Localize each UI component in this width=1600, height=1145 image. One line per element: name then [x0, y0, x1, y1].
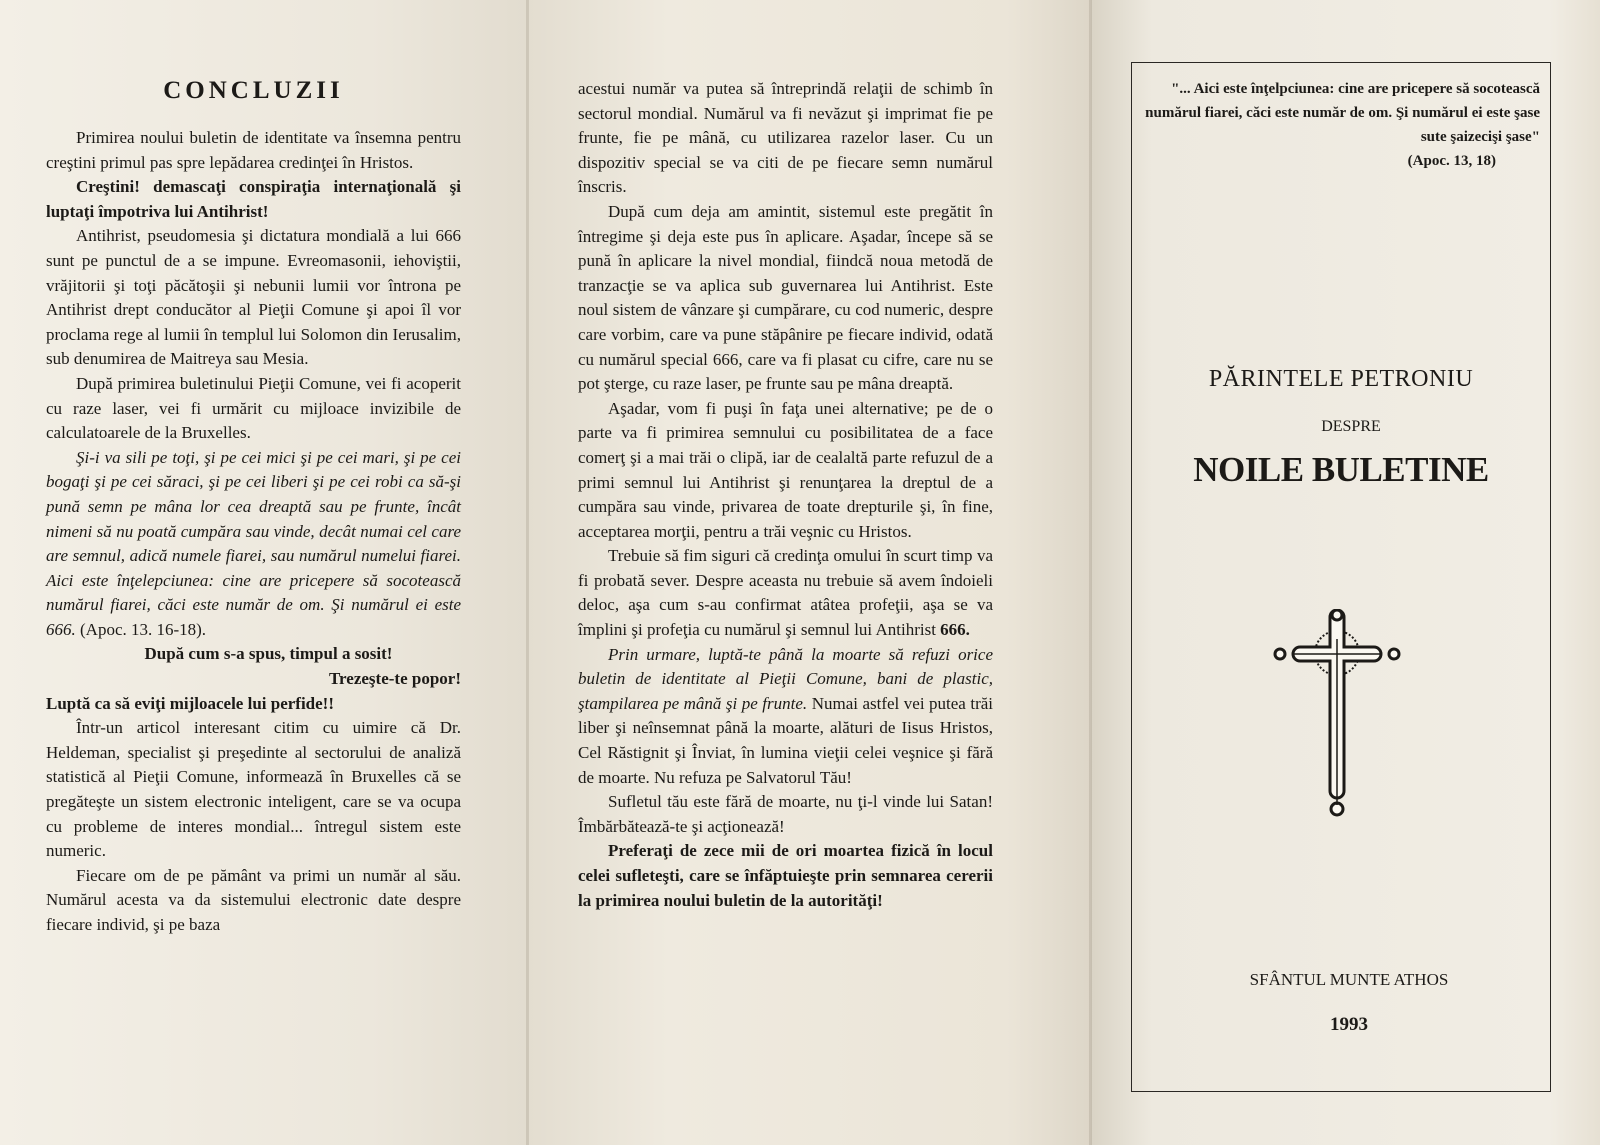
- exclamation: Trezeşte-te popor!: [328, 669, 461, 689]
- scripture-paragraph: [46, 446, 461, 643]
- scripture-ref: (Apoc. 13. 16-18).: [80, 619, 207, 639]
- cover-despre: DESPRE: [1321, 418, 1381, 435]
- cover-place: SFÂNTUL MUNTE ATHOS: [1249, 970, 1449, 989]
- paragraph: [578, 643, 993, 791]
- number-666: 666.: [940, 620, 970, 640]
- cover-title: NOILE BULETINE: [1193, 450, 1489, 489]
- scripture-quote: Şi-i va sili pe toţi, şi pe cei mici şi pe cei mari, şi pe cei bogaţi şi pe cei săraci, şi pe cei liberi şi pe cei robi ca să-şi pună semn pe mâna lor cea dreaptă sau pe frunte, încât nimeni să nu poată cumpăra sau vinde, decât numai cel care are semnul, adică numele fiarei, sau numărul numelui fiarei. Aici este înţelepciunea: cine are pricepere să socotească numărul fiarei, căci este număr de om. Şi numărul ei este 666.: [46, 447, 461, 639]
- quote-text: "... Aici este înţelpciunea: cine are pricepere să socotească numărul fiarei, căci este număr de om. Şi numărul ei este şase sute şaizecişi şase": [1145, 81, 1540, 145]
- conclusions-column: [46, 76, 461, 938]
- fold-line: [526, 0, 529, 1145]
- exclamation: Luptă ca să eviţi mijloacele lui perfide!!: [46, 693, 335, 713]
- exclamation: După cum s-a spus, timpul a sosit!: [144, 644, 393, 664]
- italic-exhortation: Prin urmare, luptă-te până la moarte să refuzi orice buletin de identitate al Pieţii Comune, bani de plastic, ştampilarea pe mână şi pe frunte.: [578, 644, 993, 713]
- paragraph-bold: Creştini! demascaţi conspiraţia internaţională şi luptaţi împotriva lui Antihrist!: [46, 177, 461, 221]
- paragraph: Primirea noului buletin de identitate va însemna pentru creştini primul pas spre lepădarea credinţei în Hristos.: [46, 128, 461, 172]
- paragraph: acestui număr va putea să întreprindă relaţii de schimb în sectorul mondial. Numărul va fi nevăzut şi imprimat fie pe frunte, fie pe mână, cu utilizarea razelor laser. Cu un dispozitiv special se va citi de pe fiecare semn numărul înscris.: [578, 79, 993, 197]
- paragraph-text: Numai astfel vei putea trăi liber şi neînsemnat până la moarte, alături de Iisus Hristos, Cel Răstignit şi Înviat, în lumina vieţii celei veşnice şi fără de moarte. Nu refuza pe Salvatorul Tău!: [578, 693, 994, 787]
- paragraph: Sufletul tău este fără de moarte, nu ţi-l vinde lui Satan! Îmbărbătează-te şi acţionează!: [578, 792, 993, 836]
- middle-column: [578, 77, 993, 913]
- cover-panel: [1091, 0, 1600, 1145]
- paragraph-bold: Preferaţi de zece mii de ori moartea fizică în locul celei sufleteşti, care se înfăptuieşte prin semnarea cererii la primirea noului buletin de la autorităţi!: [578, 841, 993, 910]
- left-panel: [0, 0, 528, 1145]
- cover-author: PĂRINTELE PETRONIU: [1208, 366, 1474, 392]
- paragraph: După primirea buletinului Pieţii Comune, vei fi acoperit cu raze laser, vei fi urmărit cu mijloace invizibile de calculatoarele de la Bruxelles.: [46, 373, 461, 443]
- quote-reference: (Apoc. 13, 18): [1407, 153, 1496, 169]
- paragraph: Fiecare om de pe pământ va primi un număr al său. Numărul acesta va da sistemului electronic date despre fiecare individ, şi pe baza: [46, 865, 461, 934]
- paragraph: După cum deja am amintit, sistemul este pregătit în întregime şi deja este pus în aplicare. Aşadar, începe să se pună în aplicare la nivel mondial, fiindcă noua metodă de tranzacţie se va aplica sub guvernarea lui Antihrist. Este noul sistem de vânzare şi cumpărare, cu cod numeric, despre care vorbim, care va pune stăpânire pe fiecare individ, odată cu numărul special 666, care va fi plasat cu cifre, care nu se pot şterge, cu raze laser, pe frunte sau pe mâna dreaptă.: [578, 201, 993, 394]
- cover-year: 1993: [1330, 1014, 1368, 1035]
- paragraph-text: Trebuie să fim siguri că credinţa omului în scurt timp va fi probată sever. Despre aceasta nu trebuie să avem îndoieli deloc, aşa cum s-au confirmat atâtea profeţii, aşa se va împlini şi profeţia cu numărul şi semnul lui Antihrist: [578, 546, 993, 640]
- orthodox-cross-icon: [1272, 609, 1402, 819]
- cover-frame: [1131, 62, 1551, 1092]
- paragraph: [578, 544, 993, 642]
- paragraph: Aşadar, vom fi puşi în faţa unei alternative; pe de o parte va fi primirea semnului cu posibilitatea de a face comerţ şi a mai trăi o clipă, iar de cealaltă parte refuzul de a primi semnul lui Antihrist şi renunţarea la dreptul de a cumpăra sau vinde, privarea de toate drepturile şi, în fine, acceptarea morţii, pentru a trăi veşnic cu Hristos.: [578, 398, 993, 541]
- section-title: CONCLUZII: [163, 77, 344, 104]
- middle-panel: [528, 0, 1091, 1145]
- fold-line: [1089, 0, 1092, 1145]
- paragraph: Antihrist, pseudomesia şi dictatura mondială a lui 666 sunt pe punctul de a se impune. Evreomasonii, iehoviştii, vrăjitorii şi toţi păcătoşii şi nebunii lumii vor întrona pe Antihrist drept conducător al Pieţii Comune şi apoi îl vor proclama rege al lumii în templul lui Solomon din Ierusalim, sub denumirea de Maitreya sau Mesia.: [46, 226, 461, 369]
- paragraph: Într-un articol interesant citim cu uimire că Dr. Heldeman, specialist şi preşedinte al sectorului de analiză statistică al Pieţii Comune, informează în Bruxelles că se pregăteşte un sistem electronic inteligent, care se va ocupa cu probleme de interes mondial... întregul sistem este numeric.: [46, 718, 461, 861]
- cover-quote: [1142, 77, 1540, 173]
